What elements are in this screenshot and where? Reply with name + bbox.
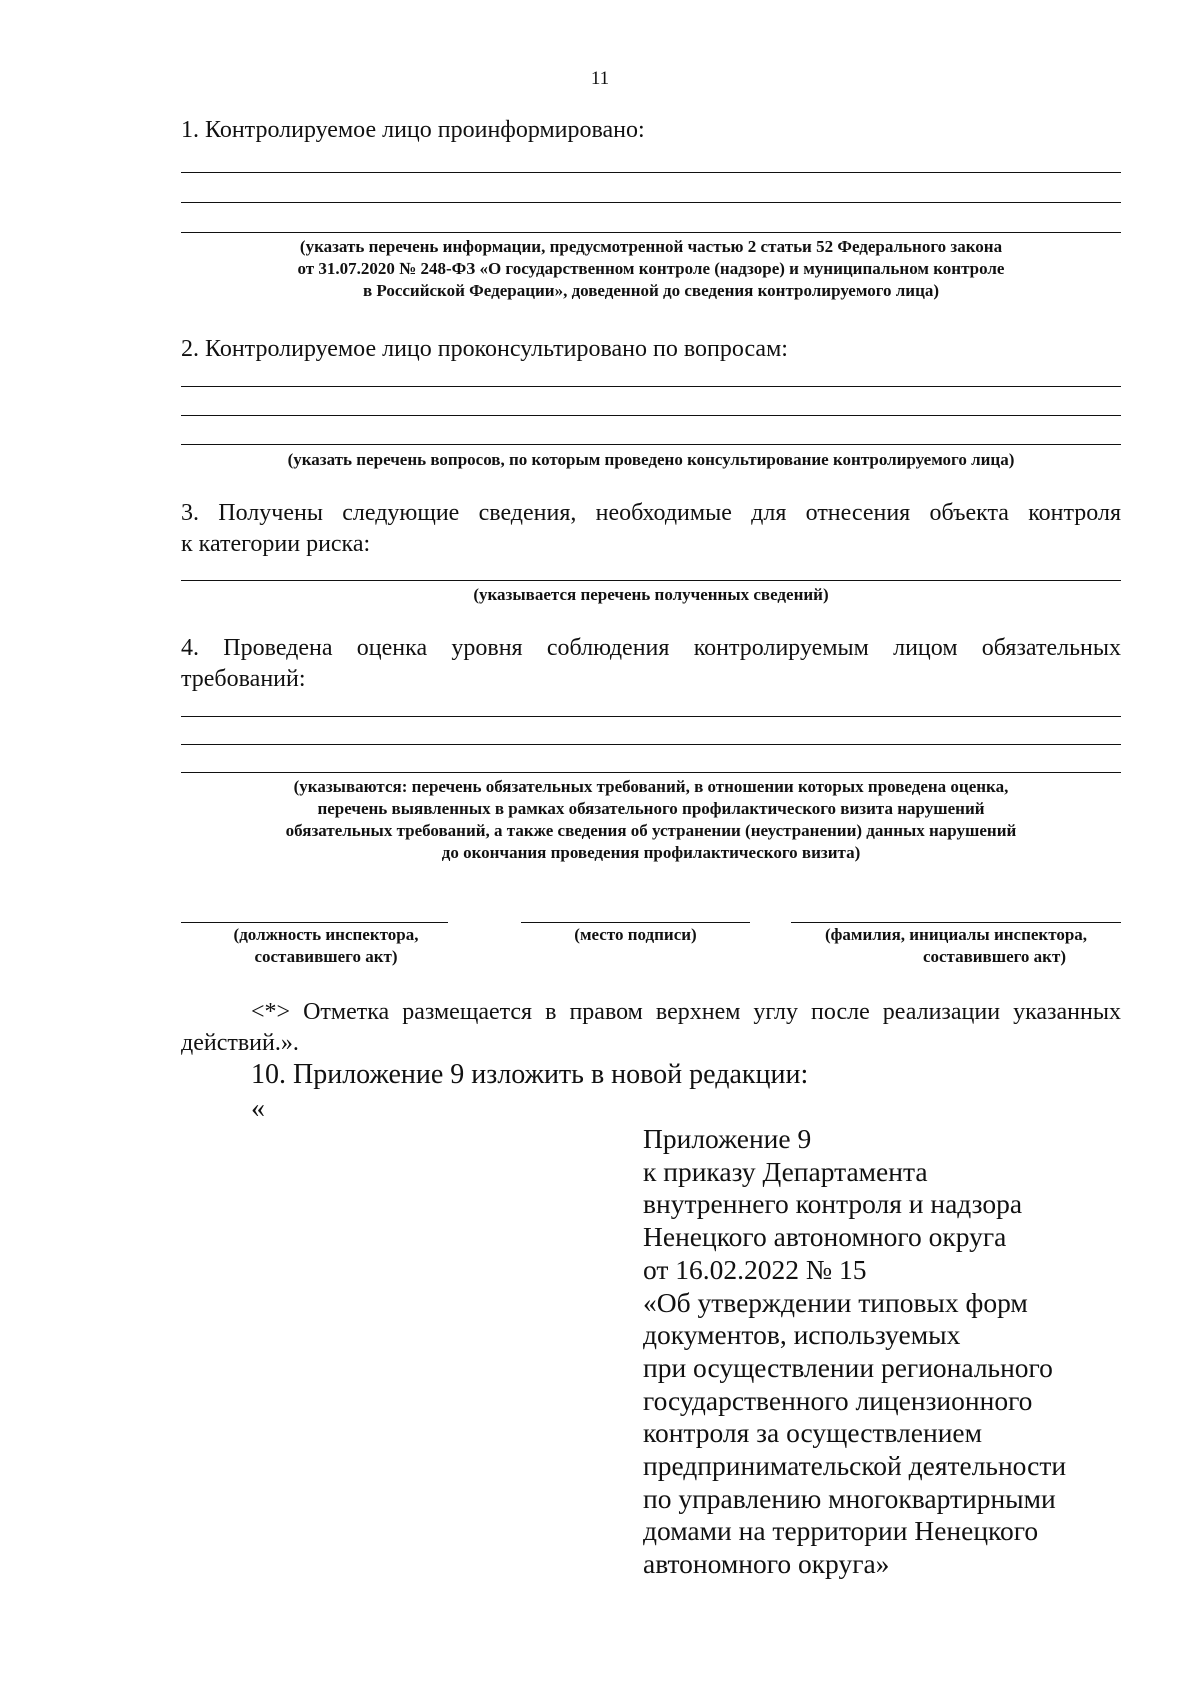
section-4-line-1: 4. Проведена оценка уровня соблюдения контролируемым лицом обязательных	[181, 635, 1121, 661]
fill-line	[181, 415, 1121, 416]
appendix-line: при осуществлении регионального	[643, 1351, 1053, 1383]
signature-caption-position: (должность инспектора, составившего акт)	[233, 925, 419, 966]
item-10-text: 10. Приложение 9 изложить в новой редакции:	[251, 1059, 809, 1090]
section-2-hint: (указать перечень вопросов, по которым проведено консультирование контролируемого лица)	[287, 450, 1015, 469]
signature-caption-name: (фамилия, инициалы инспектора, составившего акт)	[824, 925, 1088, 966]
section-4-hint	[181, 776, 1121, 864]
fill-line	[181, 580, 1121, 581]
section-4-line-2: требований:	[181, 666, 306, 692]
appendix-line: к приказу Департамента	[643, 1155, 928, 1187]
signature-caption-place: (место подписи)	[574, 925, 697, 944]
appendix-line: внутреннего контроля и надзора	[643, 1188, 1023, 1220]
appendix-line: Ненецкого автономного округа	[643, 1221, 1007, 1253]
section-3-line-2: к категории риска:	[181, 531, 371, 557]
signature-line-name	[791, 922, 1121, 923]
footnote-line-2: действий.».	[181, 1030, 299, 1056]
section-2-heading: 2. Контролируемое лицо проконсультировано по вопросам:	[181, 336, 788, 362]
fill-line	[181, 744, 1121, 745]
appendix-line: от 16.02.2022 № 15	[643, 1253, 867, 1285]
fill-line	[181, 772, 1121, 773]
hint-line: до окончания проведения профилактического визита)	[441, 843, 861, 862]
section-3-hint: (указывается перечень полученных сведений)	[473, 585, 829, 604]
signature-line-place	[521, 922, 750, 923]
hint-line: от 31.07.2020 № 248-ФЗ «О государственном контроле (надзоре) и муниципальном контроле	[297, 259, 1005, 278]
page-number: 11	[590, 68, 610, 89]
fill-line	[181, 172, 1121, 173]
hint-line: обязательных требований, а также сведения об устранении (неустранении) данных нарушений	[285, 821, 1017, 840]
section-3-line-1: 3. Получены следующие сведения, необходимые для отнесения объекта контроля	[181, 500, 1121, 526]
appendix-line: контроля за осуществлением	[643, 1417, 983, 1449]
hint-line: перечень выявленных в рамках обязательного профилактического визита нарушений	[317, 799, 985, 818]
appendix-line: предпринимательской деятельности	[643, 1450, 1067, 1482]
open-quote: «	[251, 1093, 265, 1124]
fill-line	[181, 232, 1121, 233]
footnote-line-1: <*> Отметка размещается в правом верхнем углу после реализации указанных	[251, 999, 1121, 1025]
appendix-line: документов, используемых	[643, 1319, 961, 1351]
hint-line: в Российской Федерации», доведенной до сведения контролируемого лица)	[362, 281, 940, 300]
appendix-line: Приложение 9	[643, 1123, 812, 1154]
hint-line: (указываются: перечень обязательных требований, в отношении которых проведена оценка,	[293, 777, 1009, 796]
appendix-header	[643, 1123, 1163, 1581]
appendix-line: по управлению многоквартирными	[643, 1482, 1056, 1514]
fill-line	[181, 444, 1121, 445]
section-1-hint	[181, 236, 1121, 302]
fill-line	[181, 716, 1121, 717]
fill-line	[181, 386, 1121, 387]
appendix-line: «Об утверждении типовых форм	[643, 1286, 1028, 1318]
section-1-heading: 1. Контролируемое лицо проинформировано:	[181, 117, 645, 143]
appendix-line: домами на территории Ненецкого	[643, 1515, 1039, 1547]
appendix-line: государственного лицензионного	[643, 1384, 1033, 1416]
fill-line	[181, 202, 1121, 203]
appendix-line: автономного округа»	[643, 1548, 890, 1580]
hint-line: (указать перечень информации, предусмотренной частью 2 статьи 52 Федерального закона	[299, 237, 1003, 256]
signature-line-position	[181, 922, 448, 923]
